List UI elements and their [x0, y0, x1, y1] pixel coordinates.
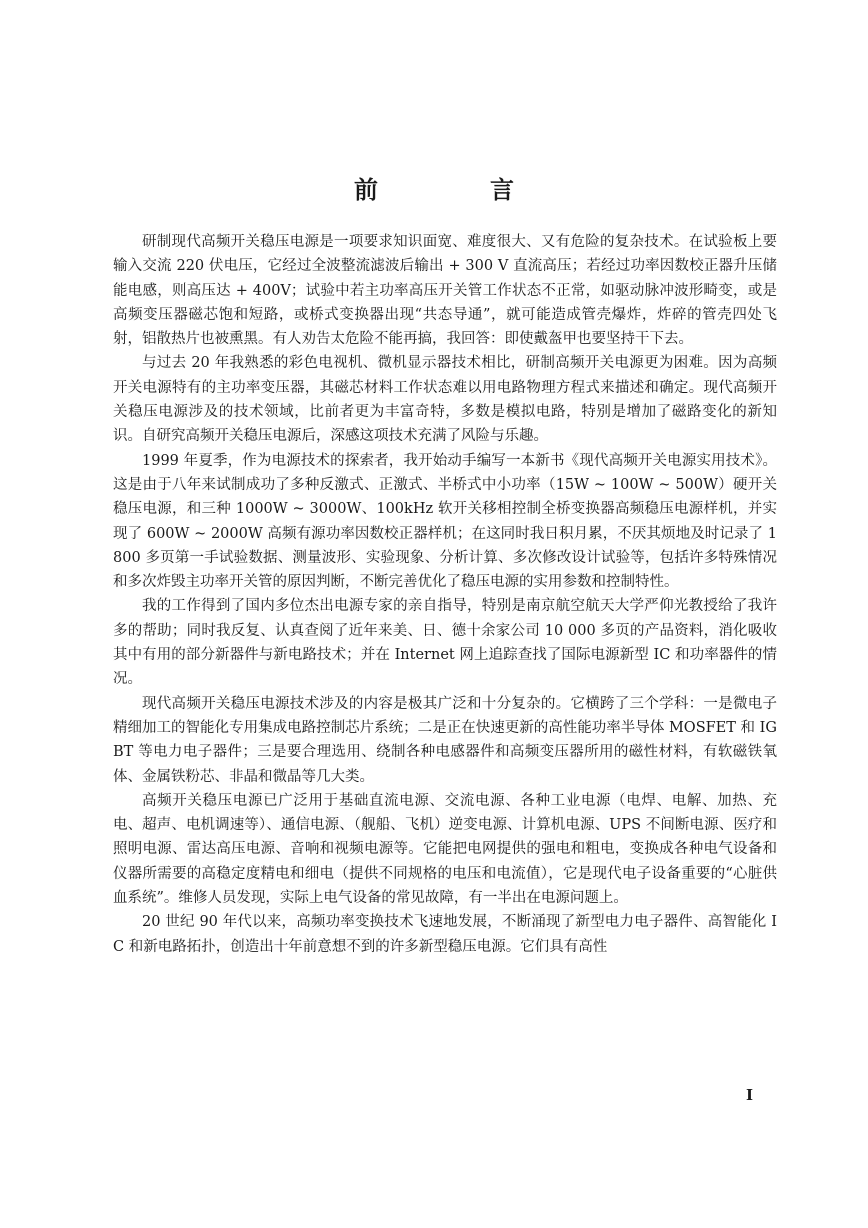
- paragraph-3: 1999 年夏季，作为电源技术的探索者，我开始动手编写一本新书《现代高频开关电源实用技术》。这是由于八年来试制成功了多种反激式、正激式、半桥式中小功率（15W ~ 100W ~ 500W）硬开关稳压电源，和三种 1000W ~ 3000W、100kHz 软开关移相控制全桥变换器高频稳压电源样机，并实现了 600W ~ 2000W 高频有源功率因数校正器样机；在这同时我日积月累，不厌其烦地及时记录了 1800 多页第一手试验数据、测量波形、实验现象、分析计算、多次修改设计试验等，包括许多特殊情况和多次炸毁主功率开关管的原因判断，不断完善优化了稳压电源的实用参数和控制特性。: [113, 452, 777, 591]
- page-title: 前 言: [354, 175, 558, 204]
- paragraph-7: 20 世纪 90 年代以来，高频功率变换技术飞速地发展，不断涌现了新型电力电子器件、高智能化 IC 和新电路拓扑，创造出十年前意想不到的许多新型稳压电源。它们具有高性: [113, 914, 777, 955]
- paragraph-2: 与过去 20 年我熟悉的彩色电视机、微机显示器技术相比，研制高频开关电源更为困难。因为高频开关电源特有的主功率变压器，其磁芯材料工作状态难以用电路物理方程式来描述和确定。现代高频开关稳压电源涉及的技术领域，比前者更为丰富奇特，多数是模拟电路，特别是增加了磁路变化的新知识。自研究高频开关稳压电源后，深感这项技术充满了风险与乐趣。: [113, 355, 777, 445]
- paragraph-5: 现代高频开关稳压电源技术涉及的内容是极其广泛和十分复杂的。它横跨了三个学科：一是微电子精细加工的智能化专用集成电路控制芯片系统；二是正在快速更新的高性能功率半导体 MOSFET 和 IGBT 等电力电子器件；三是要合理选用、绕制各种电感器件和高频变压器所用的磁性材料，有软磁铁氧体、金属铁粉芯、非晶和微晶等几大类。: [113, 695, 777, 785]
- paragraph-4: 我的工作得到了国内多位杰出电源专家的亲自指导，特别是南京航空航天大学严仰光教授给了我许多的帮助；同时我反复、认真查阅了近年来美、日、德十余家公司 10 000 多页的产品资料，消化吸收其中有用的部分新器件与新电路技术；并在 Internet 网上追踪查找了国际电源新型 IC 和功率器件的情况。: [113, 598, 777, 688]
- paragraph-1: 研制现代高频开关稳压电源是一项要求知识面宽、难度很大、又有危险的复杂技术。在试验板上要输入交流 220 伏电压，它经过全波整流滤波后输出 + 300 V 直流高压；若经过功率因数校正器升压储能电感，则高压达 + 400V；试验中若主功率高压开关管工作状态不正常，如驱动脉冲波形畸变，或是高频变压器磁芯饱和短路，或桥式变换器出现“共态导通”，就可能造成管壳爆炸，炸碎的管壳四处飞射，铝散热片也被熏黑。有人劝告太危险不能再搞，我回答：即使戴盔甲也要坚持干下去。: [113, 234, 777, 348]
- body-text: [113, 230, 777, 959]
- paragraph-6: 高频开关稳压电源已广泛用于基础直流电源、交流电源、各种工业电源（电焊、电解、加热、充电、超声、电机调速等）、通信电源、（舰船、飞机）逆变电源、计算机电源、UPS 不间断电源、医疗和照明电源、雷达高压电源、音响和视频电源等。它能把电网提供的强电和粗电，变换成各种电气设备和仪器所需要的高稳定度精电和细电（提供不同规格的电压和电流值），它是现代电子设备重要的“心脏供血系统”。维修人员发现，实际上电气设备的常见故障，有一半出在电源问题上。: [113, 792, 777, 907]
- page-number: I: [746, 1086, 754, 1104]
